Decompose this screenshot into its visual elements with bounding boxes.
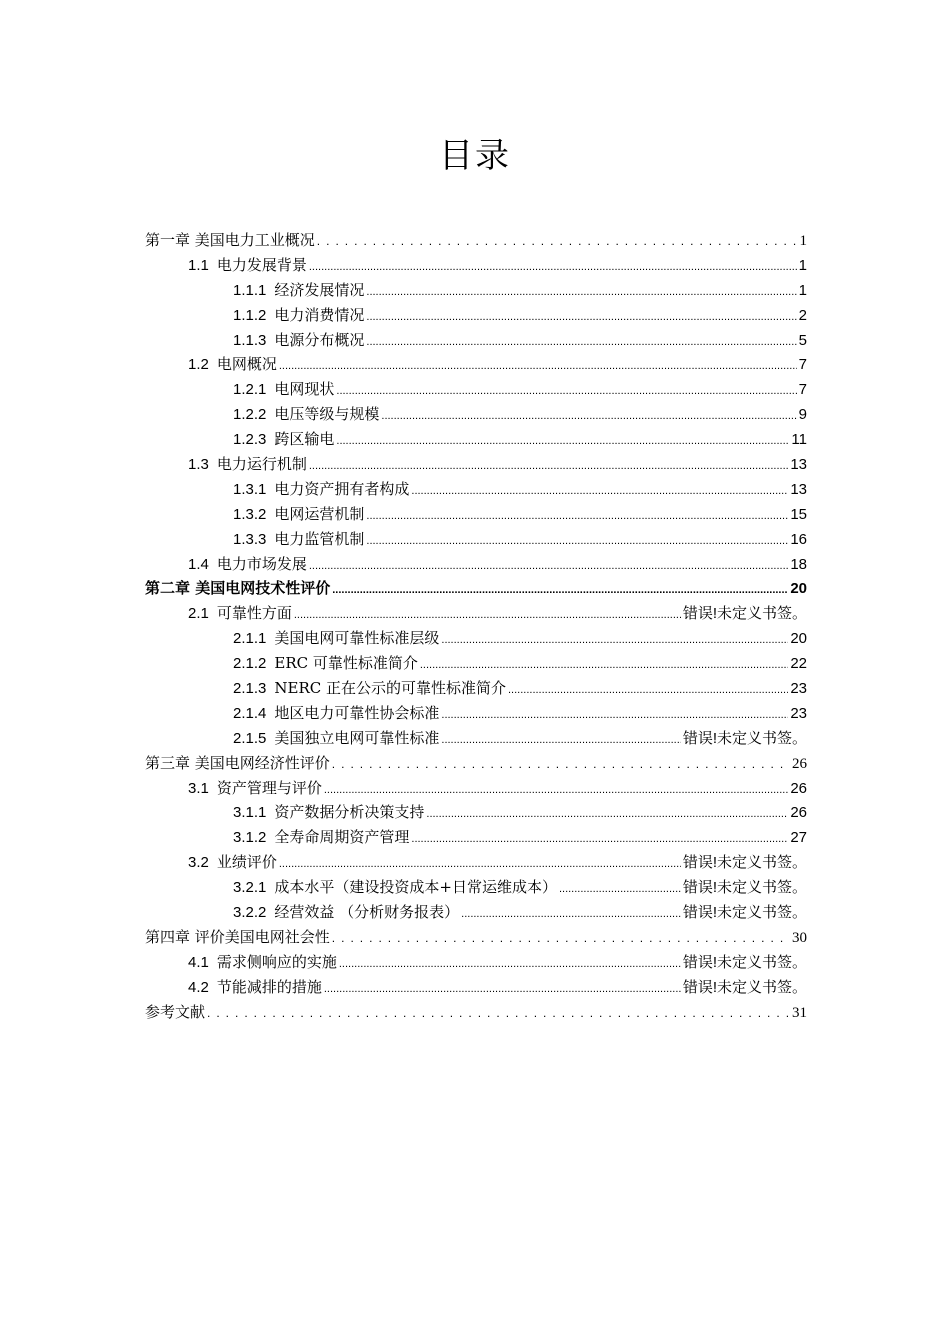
toc-entry-page: 23 — [790, 704, 807, 722]
toc-entry-number: 1.1 — [188, 256, 209, 274]
toc-entry[interactable] — [145, 676, 807, 701]
toc-dot-leader — [324, 778, 788, 803]
toc-dot-leader — [461, 902, 681, 927]
toc-entry-label: 电力市场发展 — [216, 554, 307, 573]
toc-entry-page: 18 — [790, 555, 807, 573]
toc-dot-leader — [279, 354, 797, 379]
toc-entry[interactable] — [145, 427, 807, 452]
toc-entry-page: 错误!未定义书签。 — [682, 978, 807, 996]
toc-dot-leader — [324, 977, 681, 1002]
toc-dot-leader — [207, 1001, 790, 1026]
toc-entry-page: 26 — [792, 755, 807, 772]
toc-entry-label: 电源分布概况 — [274, 330, 365, 349]
toc-dot-leader — [366, 330, 796, 355]
toc-entry[interactable] — [145, 726, 807, 751]
table-of-contents — [145, 228, 807, 1025]
toc-entry[interactable] — [145, 925, 807, 950]
toc-dot-leader — [332, 752, 790, 777]
toc-entry[interactable] — [145, 253, 807, 278]
toc-entry[interactable] — [145, 701, 807, 726]
toc-entry-number: 3.1 — [188, 779, 209, 797]
toc-entry[interactable] — [145, 850, 807, 875]
toc-entry-number: 1.3.2 — [233, 505, 267, 523]
toc-entry-number: 1.1.2 — [233, 306, 267, 324]
toc-dot-leader — [332, 578, 788, 603]
toc-dot-leader — [411, 827, 788, 852]
toc-entry-number: 3.2.1 — [233, 879, 267, 897]
toc-entry-number: 1.2.1 — [233, 381, 267, 399]
toc-entry-page: 20 — [790, 580, 807, 598]
toc-entry-label: 电力消费情况 — [274, 305, 365, 324]
toc-dot-leader — [508, 678, 788, 703]
toc-entry-number: 3.1.2 — [233, 829, 267, 847]
toc-entry-page: 30 — [792, 929, 807, 946]
toc-dot-leader — [336, 379, 796, 404]
toc-entry-number: 1.4 — [188, 555, 209, 573]
toc-entry-number: 1.2.2 — [233, 406, 267, 424]
toc-entry-page: 11 — [791, 431, 807, 449]
toc-entry-label: 美国电网可靠性标准层级 — [274, 629, 440, 648]
toc-dot-leader — [441, 728, 680, 753]
toc-entry[interactable] — [145, 303, 807, 328]
toc-entry-label: 电网运营机制 — [274, 504, 365, 523]
toc-entry-label: 美国独立电网可靠性标准 — [274, 728, 440, 747]
toc-entry[interactable] — [145, 576, 807, 601]
toc-entry-label: 经营效益 （分析财务报表） — [274, 903, 460, 922]
toc-entry-label: 节能减排的措施 — [216, 977, 322, 996]
toc-entry-page: 7 — [798, 381, 807, 399]
toc-entry[interactable] — [145, 975, 807, 1000]
toc-dot-leader — [366, 504, 788, 529]
toc-entry[interactable] — [145, 527, 807, 552]
toc-entry-page: 23 — [790, 680, 807, 698]
toc-entry-label: 电力发展背景 — [216, 255, 307, 274]
toc-entry-number: 1.1.3 — [233, 331, 267, 349]
toc-entry-label: 第一章 美国电力工业概况 — [145, 231, 315, 249]
toc-dot-leader — [317, 229, 798, 254]
toc-entry[interactable] — [145, 402, 807, 427]
toc-entry-page: 27 — [790, 829, 807, 847]
toc-entry-page: 1 — [798, 281, 807, 299]
toc-entry-page: 26 — [790, 804, 807, 822]
toc-entry-number: 3.2.2 — [233, 904, 267, 922]
toc-entry-page: 22 — [790, 655, 807, 673]
toc-dot-leader — [420, 653, 788, 678]
toc-entry-label: NERC 正在公示的可靠性标准简介 — [274, 679, 506, 698]
toc-entry-number: 2.1.3 — [233, 680, 267, 698]
toc-entry-page: 13 — [790, 456, 807, 474]
toc-entry[interactable] — [145, 900, 807, 925]
toc-entry-label: 参考文献 — [145, 1002, 206, 1021]
toc-entry-page: 错误!未定义书签。 — [682, 879, 807, 897]
toc-entry-page: 7 — [798, 356, 807, 374]
toc-entry-page: 错误!未定义书签。 — [682, 904, 807, 922]
toc-entry[interactable] — [145, 751, 807, 776]
toc-entry-number: 1.1.1 — [233, 281, 267, 299]
toc-entry-page: 错误!未定义书签。 — [682, 854, 807, 872]
toc-entry-page: 错误!未定义书签。 — [682, 605, 807, 623]
toc-dot-leader — [339, 952, 681, 977]
toc-entry-number: 1.2.3 — [233, 431, 267, 449]
toc-entry-page: 1 — [798, 256, 807, 274]
toc-entry[interactable] — [145, 825, 807, 850]
toc-dot-leader — [411, 479, 788, 504]
toc-dot-leader — [441, 628, 788, 653]
toc-entry[interactable] — [145, 875, 807, 900]
toc-dot-leader — [366, 280, 796, 305]
toc-entry-number: 1.3.1 — [233, 480, 267, 498]
toc-entry-page: 31 — [792, 1004, 807, 1021]
toc-entry[interactable] — [145, 228, 807, 253]
toc-entry[interactable] — [145, 800, 807, 825]
toc-dot-leader — [381, 404, 796, 429]
toc-entry-page: 错误!未定义书签。 — [682, 953, 807, 971]
toc-entry-number: 2.1.1 — [233, 630, 267, 648]
toc-entry[interactable] — [145, 278, 807, 303]
toc-entry[interactable] — [145, 601, 807, 626]
toc-entry[interactable] — [145, 776, 807, 801]
toc-entry-label: 业绩评价 — [216, 853, 277, 872]
toc-entry-number: 4.1 — [188, 953, 209, 971]
toc-entry-label: 电压等级与规模 — [274, 405, 380, 424]
toc-dot-leader — [332, 926, 790, 951]
toc-entry-number: 1.3 — [188, 456, 209, 474]
toc-entry-label: 需求侧响应的实施 — [216, 952, 337, 971]
toc-entry-page: 26 — [790, 779, 807, 797]
toc-entry[interactable] — [145, 651, 807, 676]
toc-entry-page: 9 — [798, 406, 807, 424]
toc-dot-leader — [441, 703, 788, 728]
toc-entry-label: 经济发展情况 — [274, 280, 365, 299]
toc-entry-label: ERC 可靠性标准简介 — [274, 654, 418, 673]
toc-entry-page: 15 — [790, 505, 807, 523]
toc-entry-label: 第四章 评价美国电网社会性 — [145, 927, 330, 946]
toc-entry-page: 16 — [790, 530, 807, 548]
toc-entry-label: 跨区输电 — [274, 430, 335, 449]
toc-entry-label: 成本水平（建设投资成本+日常运维成本） — [274, 878, 557, 897]
toc-dot-leader — [336, 429, 789, 454]
toc-entry-label: 电网现状 — [274, 380, 335, 399]
toc-dot-leader — [559, 877, 681, 902]
toc-entry-number: 1.2 — [188, 356, 209, 374]
toc-dot-leader — [309, 454, 788, 479]
toc-entry-label: 第二章 美国电网技术性评价 — [145, 579, 331, 598]
toc-entry[interactable] — [145, 552, 807, 577]
toc-entry-page: 错误!未定义书签。 — [682, 729, 807, 747]
toc-entry-label: 地区电力可靠性协会标准 — [274, 703, 440, 722]
toc-dot-leader — [309, 255, 797, 280]
toc-entry[interactable] — [145, 452, 807, 477]
toc-entry-label: 电力资产拥有者构成 — [274, 479, 410, 498]
toc-entry-page: 20 — [790, 630, 807, 648]
toc-entry-label: 资产管理与评价 — [216, 778, 322, 797]
page-title: 目录 — [439, 136, 511, 176]
toc-entry[interactable] — [145, 626, 807, 651]
toc-entry-number: 4.2 — [188, 978, 209, 996]
toc-entry-page: 2 — [798, 306, 807, 324]
toc-entry-label: 电网概况 — [216, 355, 277, 374]
toc-entry-label: 第三章 美国电网经济性评价 — [145, 753, 330, 772]
toc-entry-page: 5 — [798, 331, 807, 349]
toc-entry-number: 3.2 — [188, 854, 209, 872]
toc-dot-leader — [279, 852, 681, 877]
toc-entry[interactable] — [145, 950, 807, 975]
toc-entry[interactable] — [145, 328, 807, 353]
toc-dot-leader — [309, 554, 788, 579]
toc-entry[interactable] — [145, 502, 807, 527]
toc-entry-number: 2.1 — [188, 605, 209, 623]
toc-dot-leader — [366, 529, 788, 554]
toc-entry-page: 13 — [790, 480, 807, 498]
toc-entry[interactable] — [145, 377, 807, 402]
toc-entry-label: 全寿命周期资产管理 — [274, 828, 410, 847]
toc-entry[interactable] — [145, 1000, 807, 1025]
toc-entry[interactable] — [145, 352, 807, 377]
toc-dot-leader — [294, 603, 681, 628]
toc-entry-number: 2.1.4 — [233, 704, 267, 722]
toc-entry-label: 电力运行机制 — [216, 455, 307, 474]
toc-entry-number: 2.1.5 — [233, 729, 267, 747]
toc-entry-label: 资产数据分析决策支持 — [274, 803, 425, 822]
toc-entry-label: 可靠性方面 — [216, 604, 292, 623]
toc-entry-number: 3.1.1 — [233, 804, 267, 822]
toc-entry-number: 1.3.3 — [233, 530, 267, 548]
toc-dot-leader — [426, 802, 788, 827]
toc-entry-label: 电力监管机制 — [274, 529, 365, 548]
toc-dot-leader — [366, 305, 796, 330]
toc-entry[interactable] — [145, 477, 807, 502]
toc-entry-page: 1 — [799, 233, 807, 249]
toc-entry-number: 2.1.2 — [233, 655, 267, 673]
